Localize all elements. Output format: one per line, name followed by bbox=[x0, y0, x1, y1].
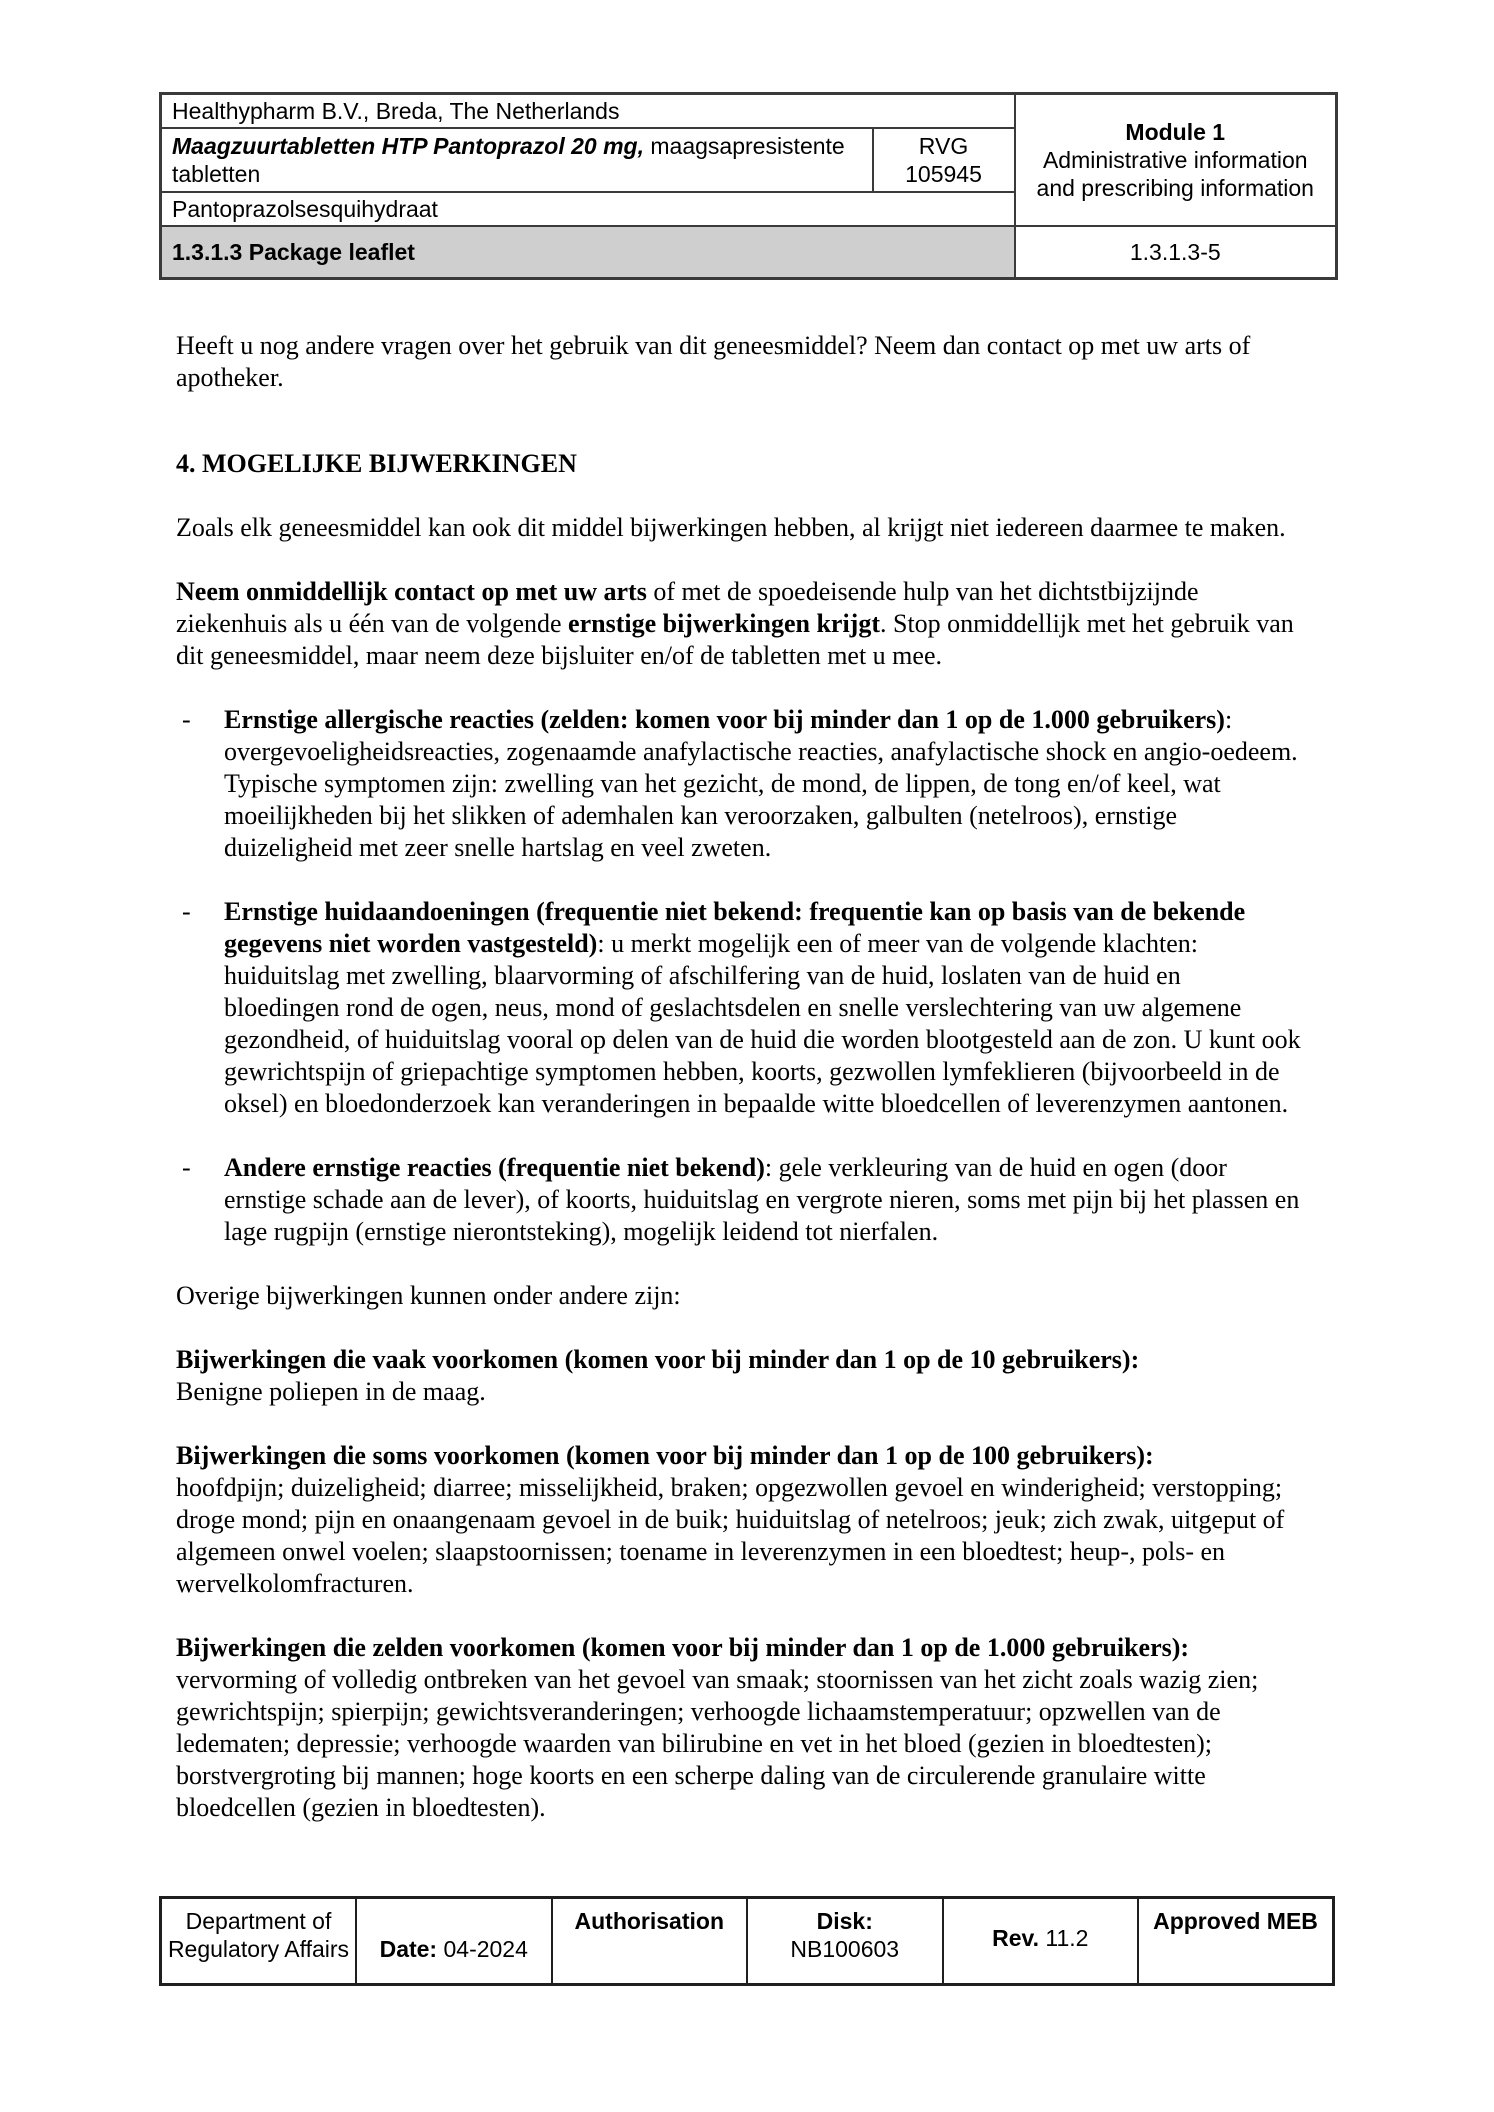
footer-cell-line: Rev. 11.2 bbox=[992, 1925, 1089, 1951]
disk-cell bbox=[747, 1898, 943, 1985]
bullet-item: - Ernstige huidaandoeningen (frequentie niet bekend: frequentie kan op basis van de bekende gegevens niet worden vastgesteld): u merkt mogelijk een of meer van de volgende klachten: huiduitslag met zwelling, blaarvorming of afschilfering van de huid, loslaten van de huid en bloedingen rond de ogen, neus, mond of geslachtsdelen en snelle verslechtering van uw algemene gezondheid, of huiduitslag vooral op delen van de huid die worden blootgesteld aan de zon. U kunt ook gewrichtspijn of griepachtige symptomen hebben, koorts, gezwollen lymfeklieren (bijvoorbeeld in de oksel) en bloedonderzoek kan veranderingen in bepaalde witte bloedcellen of leverenzymen aantonen. bbox=[182, 897, 1301, 1118]
paragraph: Bijwerkingen die soms voorkomen (komen voor bij minder dan 1 op de 100 gebruikers): bbox=[176, 1441, 1154, 1470]
footer-cell-line: Approved MEB bbox=[1153, 1908, 1318, 1934]
paragraph: Bijwerkingen die vaak voorkomen (komen voor bij minder dan 1 op de 10 gebruikers): bbox=[176, 1345, 1140, 1374]
footer-cell-line: NB100603 bbox=[790, 1936, 900, 1962]
footer-cell-line: Disk: bbox=[816, 1908, 873, 1934]
department-cell bbox=[161, 1898, 357, 1985]
module-line2: and prescribing information bbox=[1036, 175, 1314, 201]
product-cell bbox=[161, 128, 873, 192]
footer-cell-line: Department of bbox=[185, 1908, 332, 1934]
bullet-marker: - bbox=[182, 705, 191, 734]
rvg-number: 105945 bbox=[905, 161, 982, 187]
footer-table bbox=[159, 1896, 1335, 1986]
paragraph: Overige bijwerkingen kunnen onder andere zijn: bbox=[176, 1281, 681, 1310]
bullet-item: - Andere ernstige reacties (frequentie niet bekend): gele verkleuring van de huid en ogen (door ernstige schade aan de lever), of koorts, huiduitslag en vergrote nieren, soms met pijn bij het plassen en lage rugpijn (ernstige nierontsteking), mogelijk leidend tot nierfalen. bbox=[182, 1153, 1300, 1246]
bullet-marker: - bbox=[182, 1153, 191, 1182]
company-name: Healthypharm B.V., Breda, The Netherlands bbox=[172, 98, 620, 124]
footer-row bbox=[161, 1898, 1334, 1985]
rvg-cell bbox=[873, 128, 1015, 192]
paragraph: Bijwerkingen die zelden voorkomen (komen voor bij minder dan 1 op de 1.000 gebruikers): bbox=[176, 1633, 1190, 1662]
bullet-item: - Ernstige allergische reacties (zelden: komen voor bij minder dan 1 op de 1.000 gebruikers): overgevoeligheidsreacties, zogenaamde anafylactische reacties, anafylactische shock en angio-oedeem. Typische symptomen zijn: zwelling van het gezicht, de mond, de lippen, de tong en/of keel, wat moeilijkheden bij het slikken of ademhalen kan veroorzaken, galbulten (netelroos), ernstige duizeligheid met zeer snelle hartslag en veel zweten. bbox=[182, 705, 1298, 862]
footer-cell-line: Authorisation bbox=[574, 1908, 724, 1934]
body-content bbox=[176, 330, 1302, 1824]
authorisation-cell bbox=[552, 1898, 748, 1985]
paragraph: hoofdpijn; duizeligheid; diarree; misselijkheid, braken; opgezwollen gevoel en winderigheid; verstopping; droge mond; pijn en onaangenaam gevoel in de buik; huiduitslag of netelroos; jeuk; zich zwak, uitgeput of algemeen onwel voelen; slaapstoornissen; toename in leverenzymen in een bloedtest; heup-, pols- en wervelkolomfracturen. bbox=[176, 1473, 1285, 1598]
rev-cell bbox=[943, 1898, 1139, 1985]
footer-cell-line: Date: 04-2024 bbox=[379, 1936, 528, 1962]
module-cell bbox=[1015, 94, 1337, 227]
module-line1: Administrative information bbox=[1042, 147, 1308, 173]
section-code-cell bbox=[1015, 226, 1337, 279]
product-form: maagsapresistente tabletten bbox=[172, 133, 845, 187]
paragraph: Benigne poliepen in de maag. bbox=[176, 1377, 486, 1406]
section-code: 1.3.1.3-5 bbox=[1129, 239, 1221, 265]
section-heading: 4. MOGELIJKE BIJWERKINGEN bbox=[176, 449, 577, 478]
paragraph: Heeft u nog andere vragen over het gebruik van dit geneesmiddel? Neem dan contact op met uw arts of apotheker. bbox=[176, 331, 1251, 392]
date-cell bbox=[356, 1898, 552, 1985]
substance-cell bbox=[161, 192, 1015, 226]
module-title: Module 1 bbox=[1125, 119, 1226, 145]
paragraph: Zoals elk geneesmiddel kan ook dit middel bijwerkingen hebben, al krijgt niet iedereen daarmee te maken. bbox=[176, 513, 1286, 542]
rvg-label: RVG bbox=[918, 133, 969, 159]
footer-cell-line: Regulatory Affairs bbox=[167, 1936, 350, 1962]
product-name: Maagzuurtabletten HTP Pantoprazol 20 mg, bbox=[172, 133, 644, 159]
substance-name: Pantoprazolsesquihydraat bbox=[172, 196, 438, 222]
section-title: 1.3.1.3 Package leaflet bbox=[172, 239, 415, 265]
paragraph: Neem onmiddellijk contact op met uw arts of met de spoedeisende hulp van het dichtstbijzijnde ziekenhuis als u één van de volgende ernstige bijwerkingen krijgt. Stop onmiddellijk met het gebruik van dit geneesmiddel, maar neem deze bijsluiter en/of de tabletten met u mee. bbox=[176, 577, 1294, 670]
header-table bbox=[159, 92, 1338, 280]
approved-cell bbox=[1138, 1898, 1334, 1985]
company-cell bbox=[161, 94, 1015, 129]
bullet-marker: - bbox=[182, 897, 191, 926]
paragraph: vervorming of volledig ontbreken van het gevoel van smaak; stoornissen van het zicht zoals wazig zien; gewrichtspijn; spierpijn; gewichtsveranderingen; verhoogde lichaamstemperatuur; opzwellen van de ledematen; depressie; verhoogde waarden van bilirubine en vet in het bloed (gezien in bloedtesten); borstvergroting bij mannen; hoge koorts en een scherpe daling van de circulerende granulaire witte bloedcellen (gezien in bloedtesten). bbox=[176, 1665, 1259, 1822]
section-title-cell bbox=[161, 226, 1015, 279]
